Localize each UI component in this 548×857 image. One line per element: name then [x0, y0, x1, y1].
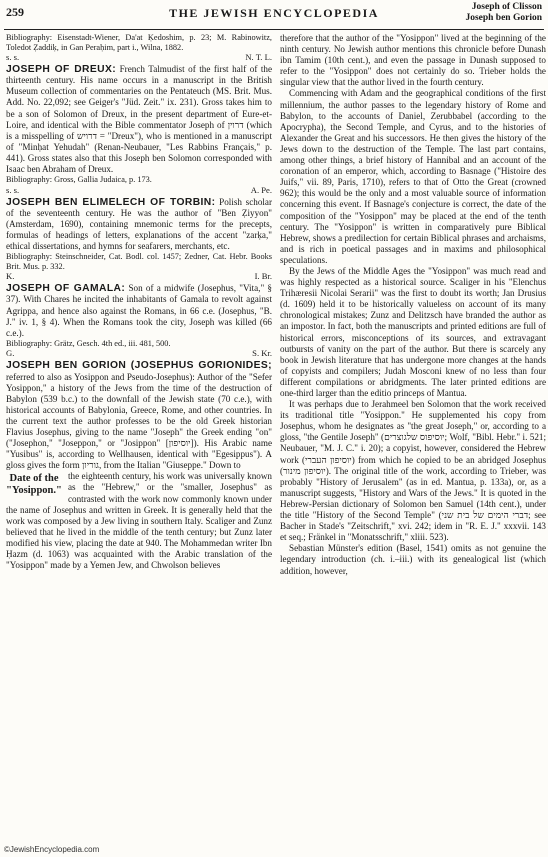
article-heading: JOSEPH BEN ELIMELECH OF TORBIN:: [6, 196, 216, 208]
classification-mark: s. s.: [6, 52, 20, 63]
classification-mark: K.: [6, 271, 15, 282]
article-heading: JOSEPH BEN GORION (JOSEPHUS GORIONIDES;: [6, 360, 272, 372]
running-head-last: Joseph ben Gorion: [465, 13, 542, 23]
paragraph: Sebastian Münster's edition (Basel, 1541) omits as not genuine the legendary introduction (ch. i.–iii.) with its genealogical list (which addition, however,: [280, 543, 546, 576]
running-title: THE JEWISH ENCYCLOPEDIA: [169, 6, 379, 20]
bibliography: Bibliography: Gross, Gallia Judaica, p. 173.: [6, 175, 152, 185]
site-watermark: ©JewishEncyclopedia.com: [4, 845, 100, 854]
author-initials: S. Kr.: [252, 348, 272, 359]
signature-line: [6, 271, 272, 282]
paragraph: therefore that the author of the "Yosippon" lived at the beginning of the ninth century. No Jewish author mentions this chronicle before Dunash ibn Tamim (10th cent.), and even the passage in Dunash supposed to refer to the "Yosippon" does not certainly do so. Trieber holds the singular view that the author lived in the fourth century.: [280, 33, 546, 88]
article-joseph-of-gamala: [6, 283, 272, 338]
bibliography: Bibliography: Eisenstadt-Wiener, Da'at Ḳedoshim, p. 23; M. Rabinowitz, Toledot Ẓaddiḳ, in Gan Peraḥim, part i., Wilna, 1882.: [6, 33, 272, 52]
classification-mark: s. s.: [6, 184, 20, 195]
running-head: [465, 2, 542, 24]
signature-line: [6, 185, 272, 196]
margin-note: Date of the "Yosippon.": [6, 473, 62, 497]
page-number: 259: [6, 5, 24, 19]
author-initials: N. T. L.: [245, 52, 272, 63]
article-joseph-ben-elimelech: [6, 197, 272, 252]
right-column: [280, 33, 546, 577]
article-heading: JOSEPH OF DREUX:: [6, 64, 117, 76]
classification-mark: G.: [6, 348, 15, 359]
bibliography: Bibliography: Steinschneider, Cat. Bodl. col. 1457; Zedner, Cat. Hebr. Books Brit. Mus. p. 332.: [6, 252, 272, 271]
article-body: French Talmudist of the first half of the thirteenth century. His name occurs in a manuscript in the British Museum collection of commentaries on the Pentateuch (MS. Brit. Mus. Add. No. 22,092; see Geiger's "Jüd. Zeit." ix. 231). Gross takes him to be a son of Solomon of Dreux, in the present department of Eure-et-Loire, and identical with the Bible commentator Joseph of דרוין (which is a misspelling of דרויש = "Dreux"), who is mentioned in a manuscript of "Minḥat Yehudah" (Renan-Neubauer, "Les Rabbins Français," p. 441). Gross states also that this Joseph ben Solomon corresponded with Isaac ben Abraham of Dreux.: [6, 64, 272, 175]
article-body: Son of a midwife (Josephus, "Vita," § 37). With Chares he incited the inhabitants of Gamala to revolt against Agrippa, and hence also against the Romans, in 66 c.e. (Josephus, "B. J." iv. 1, § 4). When the Romans took the city, Joseph was killed (66 c.e.).: [6, 283, 272, 338]
paragraph: It was perhaps due to Jerahmeel ben Solomon that the work received its traditional title "Yosippon." He supplemented his copy from Josephus, whom he designates as "the great Joseph," or, according to a gloss, "the Gentile Joseph" (יוסיפוס שלגוצרים; Wolf, "Bibl. Hebr." i. 521; Neubauer, "M. J. C." i. 20); a copyist, however, considered the Hebrew work (יוסיפון העברי) from which he copied to be an abridged Josephus (יוסיפון מינור). The original title of the work, according to Trieber, was probably "History of Jerusalem" (as in ed. Mantua, p. 133a), or, as a manuscript suggests, "History and Wars of the Jews." It is quoted in the Hebrew-Persian dictionary of Solomon ben Samuel (14th cent.), under the title "History of the Second Temple" (דברי הימים של בית שני; see Bacher in Stade's "Zeitschrift," xvi. 242; idem in "R. E. J." xxxvii. 143 et seq.; Fränkel in "Monatsschrift," xliii. 523).: [280, 399, 546, 543]
signature-line: [6, 52, 272, 63]
running-head-first: Joseph of Clisson: [471, 2, 542, 12]
page-header: [4, 2, 544, 30]
article-joseph-of-dreux: [6, 64, 272, 175]
article-body: referred to also as Yosippon and Pseudo-Josephus): Author of the "Sefer Yosippon," a history of the Jews from the time of the destruction of Babylon (539 b.c.) to the downfall of the Jewish state (70 c.e.), with historical accounts of Babylonia, Greece, Rome, and other countries. In the current text the author professes to be the old Greek historian Flavius Josephus, giving to the name "Joseph" the Greek ending "on" ("Josephon," "Joseppon," or "Josippon" [יוסיפון]). His Arabic name "Yusibus" is, according to Wellhausen, identical with "Egesippus"). A gloss gives the form גוריון, from the Italian "Giuseppe." Down to: [6, 371, 272, 471]
article-continuation: [6, 471, 272, 571]
paragraph: By the Jews of the Middle Ages the "Yosippon" was much read and was highly respected as a historical source. Scaliger in his "Elenchus Trihæresii Nicolai Serarii" was the first to doubt its worth; Jan Drusius (d. 1609) held it to be historically valueless on account of its many chronological mistakes; Zunz and Delitzsch have branded the author as an impostor. In fact, both the manuscripts and printed editions are full of historical errors, misconceptions of its sources, and extravagant outbursts of vanity on the part of the author. But there is scarcely any book in Jewish literature that has undergone more changes at the hands of copyists and compilers; Judah Mosconi knew of no less than four different compilations or abridgments. The later printed editions are one-third larger than the editio princeps of Mantua.: [280, 265, 546, 398]
author-initials: A. Pe.: [250, 184, 272, 195]
bibliography: Bibliography: Grätz, Gesch. 4th ed., iii. 481, 500.: [6, 338, 171, 348]
signature-line: [6, 348, 272, 359]
article-heading: JOSEPH OF GAMALA:: [6, 283, 126, 295]
left-column: [6, 33, 272, 571]
article-body: the eighteenth century, his work was universally known as the "Hebrew," or the "smaller, Josephus" as contrasted with the work now commonly known under the name of Josephus and written in Greek. It is generally held that the work was composed by a Jew living in southern Italy. Scaliger and Zunz believed that he lived in the middle of the tenth century; but Zunz later modified his view, placing the date at 940. The Mohammedan writer Ibn Ḥazm (d. 1063) was acquainted with the Arabic translation of the "Yosippon" made by a Yemen Jew, and Chwolson believes: [6, 471, 272, 571]
paragraph: Commencing with Adam and the geographical conditions of the first millennium, the author passes to the legendary history of Rome and Babylon, to the accounts of Daniel, Zerubbabel (according to the Apocrypha), the Second Temple, and Cyrus, and to the histories of Alexander the Great and his successors. He then gives the history of the Jews down to the destruction of the Temple. The last part contains, among other things, a brief history of Hannibal and an account of the coronation of an emperor, which, according to Basnage ("Histoire des Juifs," vii. 89, Paris, 1710), refers to that of Otto the Great (crowned 962); this would be the only and a most valuable source of information concerning this event. If Basnage's conjecture is correct, the date of the composition of the "Yosippon" may be placed at the end of the tenth century. The "Yosippon" is written in comparatively pure Biblical Hebrew, shows a predilection for certain Biblical phrases and archaisms, and is rich in poetical passages and in maxims and philosophical speculations.: [280, 88, 546, 265]
article-body: Polish scholar of the seventeenth century. He was the author of "Ben Ẓiyyon" (Amsterdam, 1690), containing mnemonic terms for the precepts, formulas of headings of letters, explanations of the accent "zarḳa," ethical dissertations, and hymns for seafarers, merchants, etc.: [6, 196, 273, 252]
article-joseph-ben-gorion: [6, 360, 272, 471]
author-initials: I. Br.: [254, 271, 272, 282]
